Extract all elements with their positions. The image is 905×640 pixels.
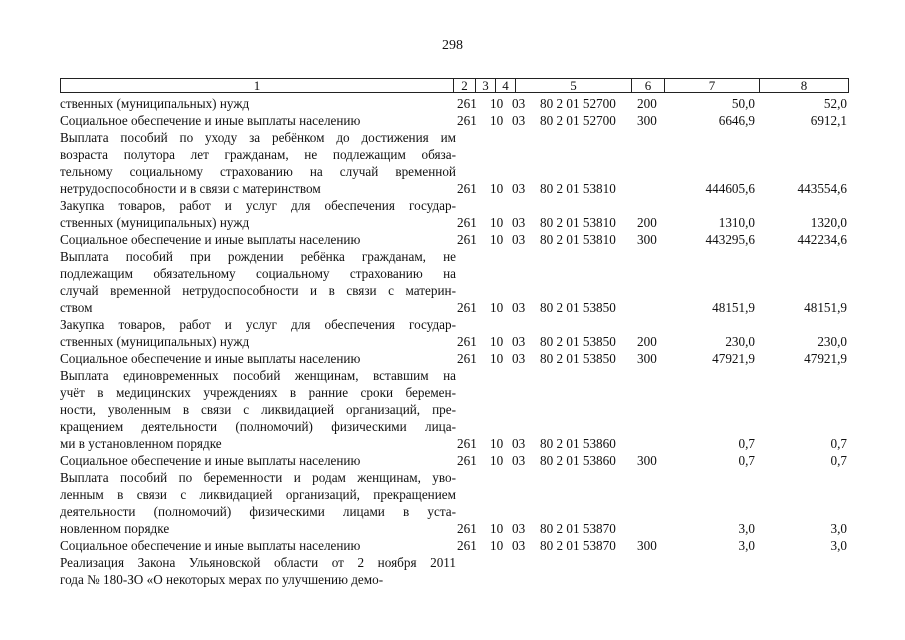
cell-c4: 03 <box>512 113 526 128</box>
table-row <box>60 248 849 316</box>
cell-c4: 03 <box>512 96 526 111</box>
cell-c4: 03 <box>512 334 526 349</box>
table-row <box>60 554 849 588</box>
header-col-2: 2 <box>454 79 476 92</box>
row-values <box>60 520 849 537</box>
table-row <box>60 537 849 554</box>
cell-c4: 03 <box>512 300 526 315</box>
row-values <box>60 299 849 316</box>
header-col-8: 8 <box>800 78 808 93</box>
description-line: Социальное обеспечение и иные выплаты населению <box>60 232 361 247</box>
table-row <box>60 95 849 112</box>
description-line: случай временной нетрудоспособности и в связи с материн- <box>60 283 456 298</box>
cell-c7: 50,0 <box>731 96 755 111</box>
description-line: возраста полутора лет гражданам, не подлежащим обяза- <box>60 147 456 162</box>
cell-c2: 261 <box>457 453 477 468</box>
description-line: Реализация Закона Ульяновской области от 2 ноября 2011 <box>60 555 456 570</box>
row-values <box>60 571 849 588</box>
row-values <box>60 180 849 197</box>
cell-c6: 300 <box>637 453 657 468</box>
cell-c5: 80 2 01 53850 <box>540 300 616 315</box>
cell-c8: 47921,9 <box>804 351 847 366</box>
description-line: Выплата пособий по беременности и родам женщинам, уво- <box>60 470 456 485</box>
description-line: года № 180-ЗО «О некоторых мерах по улучшению демо- <box>60 572 384 587</box>
cell-c7: 444605,6 <box>705 181 755 196</box>
description-line: Социальное обеспечение и иные выплаты населению <box>60 113 361 128</box>
description-line: ством <box>60 300 93 315</box>
cell-c3: 10 <box>490 453 504 468</box>
table-row <box>60 197 849 231</box>
cell-c7: 6646,9 <box>718 113 755 128</box>
cell-c2: 261 <box>457 300 477 315</box>
header-col-3: 3 <box>476 79 496 92</box>
cell-c4: 03 <box>512 232 526 247</box>
description-line: ственных (муниципальных) нужд <box>60 215 250 230</box>
cell-c4: 03 <box>512 436 526 451</box>
description-line: ности, уволенным в связи с ликвидацией организаций, пре- <box>60 402 456 417</box>
cell-c8: 52,0 <box>823 96 847 111</box>
description-line: Выплата пособий по уходу за ребёнком до достижения им <box>60 130 456 145</box>
row-values <box>60 112 849 129</box>
row-values <box>60 231 849 248</box>
description-line: ленным в связи с ликвидацией организаций, прекращением <box>60 487 456 502</box>
description-line: Закупка товаров, работ и услуг для обеспечения государ- <box>60 317 456 332</box>
cell-c7: 0,7 <box>738 453 755 468</box>
table-row <box>60 231 849 248</box>
cell-c3: 10 <box>490 436 504 451</box>
cell-c2: 261 <box>457 232 477 247</box>
description-line: нетрудоспособности и в связи с материнством <box>60 181 321 196</box>
cell-c2: 261 <box>457 113 477 128</box>
cell-c8: 6912,1 <box>810 113 847 128</box>
row-values <box>60 333 849 350</box>
cell-c5: 80 2 01 53860 <box>540 453 616 468</box>
page-number: 298 <box>442 38 463 53</box>
cell-c5: 80 2 01 52700 <box>540 96 616 111</box>
cell-c8: 3,0 <box>830 538 847 553</box>
cell-c6: 300 <box>637 232 657 247</box>
cell-c5: 80 2 01 53860 <box>540 436 616 451</box>
table-row <box>60 469 849 537</box>
cell-c8: 0,7 <box>830 436 847 451</box>
row-values <box>60 452 849 469</box>
cell-c3: 10 <box>490 96 504 111</box>
cell-c2: 261 <box>457 521 477 536</box>
table-row <box>60 112 849 129</box>
description-line: ми в установленном порядке <box>60 436 222 451</box>
cell-c2: 261 <box>457 351 477 366</box>
cell-c4: 03 <box>512 538 526 553</box>
cell-c8: 3,0 <box>830 521 847 536</box>
cell-c2: 261 <box>457 334 477 349</box>
cell-c7: 3,0 <box>738 538 755 553</box>
table-row <box>60 316 849 350</box>
header-col-4: 4 <box>496 79 516 92</box>
description-line: новленном порядке <box>60 521 170 536</box>
row-values <box>60 435 849 452</box>
cell-c6: 300 <box>637 351 657 366</box>
description-line: учёт в медицинских учреждениях в ранние сроки беремен- <box>60 385 456 400</box>
cell-c3: 10 <box>490 181 504 196</box>
header-col-7: 7 <box>665 79 760 92</box>
description-line: деятельности (полномочий) физическими лицами в уста- <box>60 504 456 519</box>
cell-c5: 80 2 01 53850 <box>540 351 616 366</box>
row-values <box>60 95 849 112</box>
table-header <box>60 78 849 93</box>
row-values <box>60 537 849 554</box>
cell-c3: 10 <box>490 300 504 315</box>
cell-c3: 10 <box>490 351 504 366</box>
table-row <box>60 367 849 452</box>
cell-c6: 200 <box>637 96 657 111</box>
description-line: ственных (муниципальных) нужд <box>60 334 250 349</box>
cell-c7: 47921,9 <box>712 351 755 366</box>
cell-c6: 300 <box>637 113 657 128</box>
description-line: подлежащим обязательному социальному страхованию на <box>60 266 456 281</box>
cell-c4: 03 <box>512 215 526 230</box>
header-col-1: 1 <box>61 79 454 92</box>
cell-c7: 1310,0 <box>718 215 755 230</box>
cell-c5: 80 2 01 53870 <box>540 521 616 536</box>
cell-c7: 230,0 <box>725 334 755 349</box>
cell-c2: 261 <box>457 181 477 196</box>
cell-c2: 261 <box>457 96 477 111</box>
description-line: кращением деятельности (полномочий) физическими лица- <box>60 419 456 434</box>
table-row <box>60 350 849 367</box>
cell-c4: 03 <box>512 521 526 536</box>
description-line: ственных (муниципальных) нужд <box>60 96 250 111</box>
cell-c6: 200 <box>637 215 657 230</box>
row-values <box>60 214 849 231</box>
description-line: Выплата пособий при рождении ребёнка гражданам, не <box>60 249 456 264</box>
description-line: Социальное обеспечение и иные выплаты населению <box>60 453 361 468</box>
cell-c2: 261 <box>457 215 477 230</box>
cell-c7: 3,0 <box>738 521 755 536</box>
cell-c8: 1320,0 <box>810 215 847 230</box>
cell-c2: 261 <box>457 436 477 451</box>
cell-c5: 80 2 01 53870 <box>540 538 616 553</box>
cell-c3: 10 <box>490 215 504 230</box>
cell-c3: 10 <box>490 232 504 247</box>
table-row <box>60 129 849 197</box>
cell-c7: 0,7 <box>738 436 755 451</box>
cell-c6: 200 <box>637 334 657 349</box>
cell-c8: 443554,6 <box>797 181 847 196</box>
description-line: Социальное обеспечение и иные выплаты населению <box>60 351 361 366</box>
description-line: тельному социальному страхованию на случай временной <box>60 164 456 179</box>
table-row <box>60 452 849 469</box>
cell-c6: 300 <box>637 538 657 553</box>
row-values <box>60 350 849 367</box>
description-line: Социальное обеспечение и иные выплаты населению <box>60 538 361 553</box>
cell-c4: 03 <box>512 181 526 196</box>
cell-c3: 10 <box>490 113 504 128</box>
cell-c5: 80 2 01 53810 <box>540 181 616 196</box>
cell-c5: 80 2 01 53810 <box>540 232 616 247</box>
cell-c5: 80 2 01 53810 <box>540 215 616 230</box>
cell-c3: 10 <box>490 334 504 349</box>
cell-c3: 10 <box>490 521 504 536</box>
cell-c2: 261 <box>457 538 477 553</box>
description-line: Выплата единовременных пособий женщинам, вставшим на <box>60 368 456 383</box>
header-col-5: 5 <box>516 79 632 92</box>
cell-c5: 80 2 01 52700 <box>540 113 616 128</box>
cell-c8: 442234,6 <box>797 232 847 247</box>
cell-c7: 443295,6 <box>705 232 755 247</box>
budget-table <box>60 95 849 588</box>
cell-c5: 80 2 01 53850 <box>540 334 616 349</box>
description-line: Закупка товаров, работ и услуг для обеспечения государ- <box>60 198 456 213</box>
header-col-6: 6 <box>632 79 665 92</box>
cell-c3: 10 <box>490 538 504 553</box>
cell-c8: 0,7 <box>830 453 847 468</box>
cell-c4: 03 <box>512 453 526 468</box>
cell-c7: 48151,9 <box>712 300 755 315</box>
cell-c8: 48151,9 <box>804 300 847 315</box>
cell-c4: 03 <box>512 351 526 366</box>
cell-c8: 230,0 <box>817 334 847 349</box>
